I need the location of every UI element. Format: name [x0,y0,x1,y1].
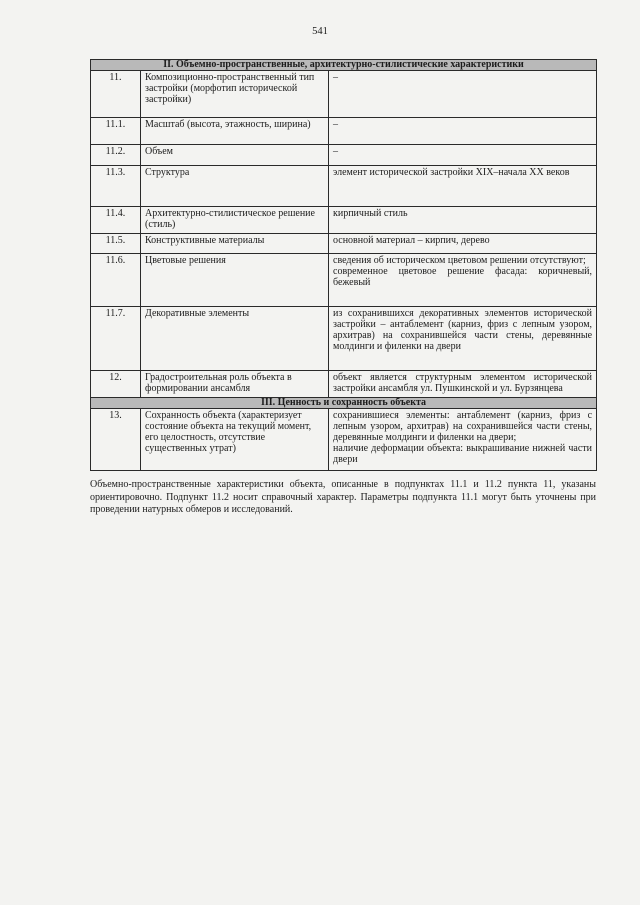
row-value-line: – [333,146,338,157]
row-number: 12. [91,371,141,398]
row-value-line: – [333,119,338,130]
row-value [329,118,597,145]
row-value-line: сведения об историческом цветовом решении отсутствуют; [333,255,586,266]
row-value [329,371,597,398]
row-value [329,234,597,254]
row-label: Градостроительная роль объекта в формировании ансамбля [141,371,329,398]
row-value [329,71,597,118]
section-header [91,60,597,71]
row-number: 11.4. [91,207,141,234]
section-header [91,398,597,409]
row-value-line: объект является структурным элементом исторической застройки ансамбля ул. Пушкинской и ул. Бурзянцева [333,372,593,394]
section-title: III. Ценность и сохранность объекта [91,398,597,409]
characteristics-table [90,59,597,471]
table-row [91,234,597,254]
row-value [329,307,597,371]
table-row [91,371,597,398]
row-number: 11.6. [91,254,141,307]
table-row [91,71,597,118]
row-label: Структура [141,166,329,207]
row-value-line: современное цветовое решение фасада: коричневый, бежевый [333,266,593,288]
row-value-line: основной материал – кирпич, дерево [333,235,490,246]
table-row [91,207,597,234]
table-row [91,118,597,145]
row-label: Декоративные элементы [141,307,329,371]
footnote-paragraph: Объемно-пространственные характеристики объекта, описанные в подпунктах 11.1 и 11.2 пункта 11, указаны ориентировочно. Подпункт 11.2 носит справочный характер. Параметры подпункта 11.1 могут быть уточнены при проведении натурных обмеров и исследований. [90,479,596,515]
row-number: 11.3. [91,166,141,207]
row-number: 11.7. [91,307,141,371]
row-value [329,166,597,207]
row-value [329,145,597,166]
table-row [91,145,597,166]
row-value-line: – [333,72,338,83]
row-label: Сохранность объекта (характеризует состояние объекта на текущий момент, его целостность, отсутствие существенных утрат) [141,409,329,471]
row-value-line: элемент исторической застройки XIX–начала XX веков [333,167,570,178]
row-value-line: из сохранившихся декоративных элементов исторической застройки – антаблемент (карниз, фриз с лепным узором, архитрав) на сохранившейся части стены, деревянные молдинги и филенки на двери [333,308,593,352]
row-label: Цветовые решения [141,254,329,307]
row-number: 11.1. [91,118,141,145]
row-value [329,207,597,234]
table-row [91,166,597,207]
row-number: 11. [91,71,141,118]
row-label: Композиционно-пространственный тип застройки (морфотип исторической застройки) [141,71,329,118]
page-number: 541 [312,26,328,37]
table-row [91,254,597,307]
row-number: 13. [91,409,141,471]
row-value [329,409,597,471]
row-value-line: сохранившиеся элементы: антаблемент (карниз, фриз с лепным узором, архитрав) на сохранившейся части стены, деревянные молдинги и филенки на двери; [333,410,593,443]
row-number: 11.5. [91,234,141,254]
row-label: Объем [141,145,329,166]
section-title: II. Объемно-пространственные, архитектурно-стилистические характеристики [91,60,597,71]
row-label: Конструктивные материалы [141,234,329,254]
row-label: Масштаб (высота, этажность, ширина) [141,118,329,145]
row-label: Архитектурно-стилистическое решение (стиль) [141,207,329,234]
row-value [329,254,597,307]
row-value-line: кирпичный стиль [333,208,408,219]
table-row [91,307,597,371]
row-number: 11.2. [91,145,141,166]
row-value-line: наличие деформации объекта: выкрашивание нижней части двери [333,443,593,465]
table-row [91,409,597,471]
